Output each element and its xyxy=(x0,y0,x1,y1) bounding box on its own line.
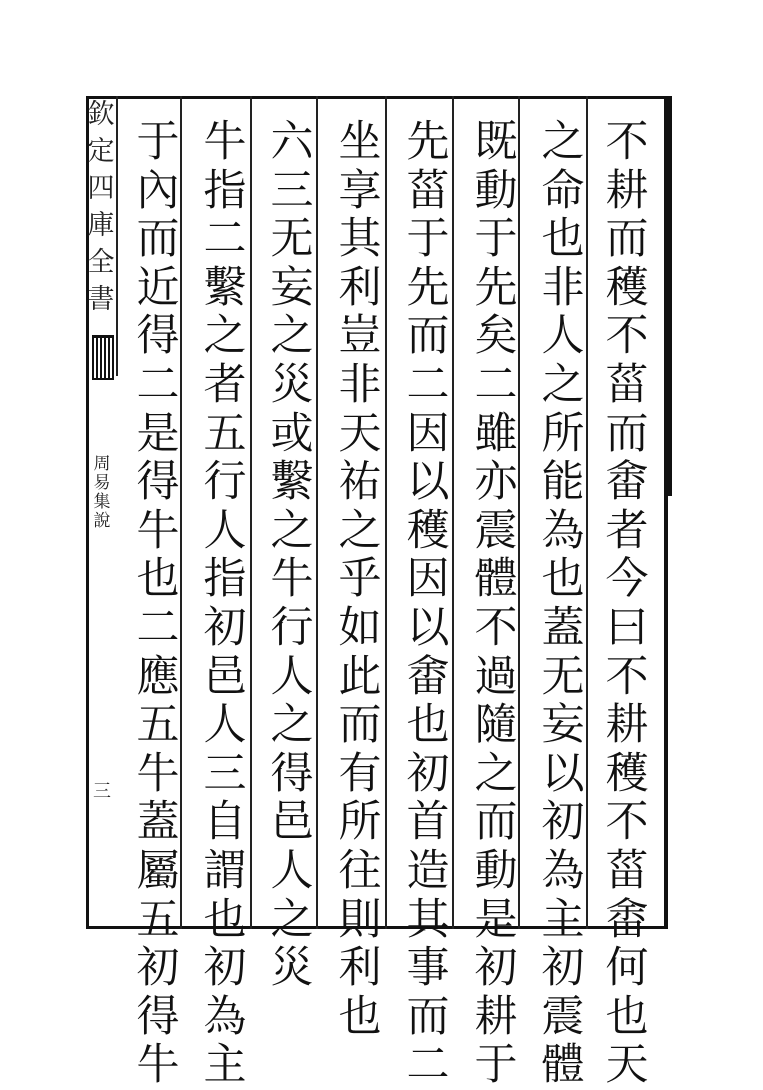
fish-tail-mark xyxy=(92,335,114,380)
text-column: 既 動 于 先 矣 二 雖 亦 震 體 不 過 隨 之 而 動 是 初 耕 于 xyxy=(474,117,518,1090)
page-edge-shadow xyxy=(664,96,672,496)
text-column: 牛 指 二 繫 之 者 五 行 人 指 初 邑 人 三 自 謂 也 初 為 主 xyxy=(203,117,247,1090)
text-column: 先 菑 于 先 而 二 因 以 穫 因 以 畬 也 初 首 造 其 事 而 二 xyxy=(406,117,450,1090)
text-column: 坐 享 其 利 豈 非 天 祐 之 乎 如 此 而 有 所 往 則 利 也 xyxy=(338,117,382,1042)
text-column: 之 命 也 非 人 之 所 能 為 也 蓋 无 妄 以 初 為 主 初 震 體 xyxy=(541,117,585,1090)
text-column: 六 三 无 妄 之 災 或 繫 之 牛 行 人 之 得 邑 人 之 災 xyxy=(270,117,314,994)
book-title: 周 易 集 說 xyxy=(93,454,111,531)
page-number: 三 xyxy=(93,781,111,802)
text-column: 不 耕 而 穫 不 菑 而 畬 者 今 曰 不 耕 穫 不 菑 畬 何 也 天 xyxy=(605,117,649,1090)
running-title: 欽 定 四 庫 全 書 xyxy=(86,96,118,376)
text-column: 于 內 而 近 得 二 是 得 牛 也 二 應 五 牛 蓋 屬 五 初 得 牛 xyxy=(136,117,180,1090)
